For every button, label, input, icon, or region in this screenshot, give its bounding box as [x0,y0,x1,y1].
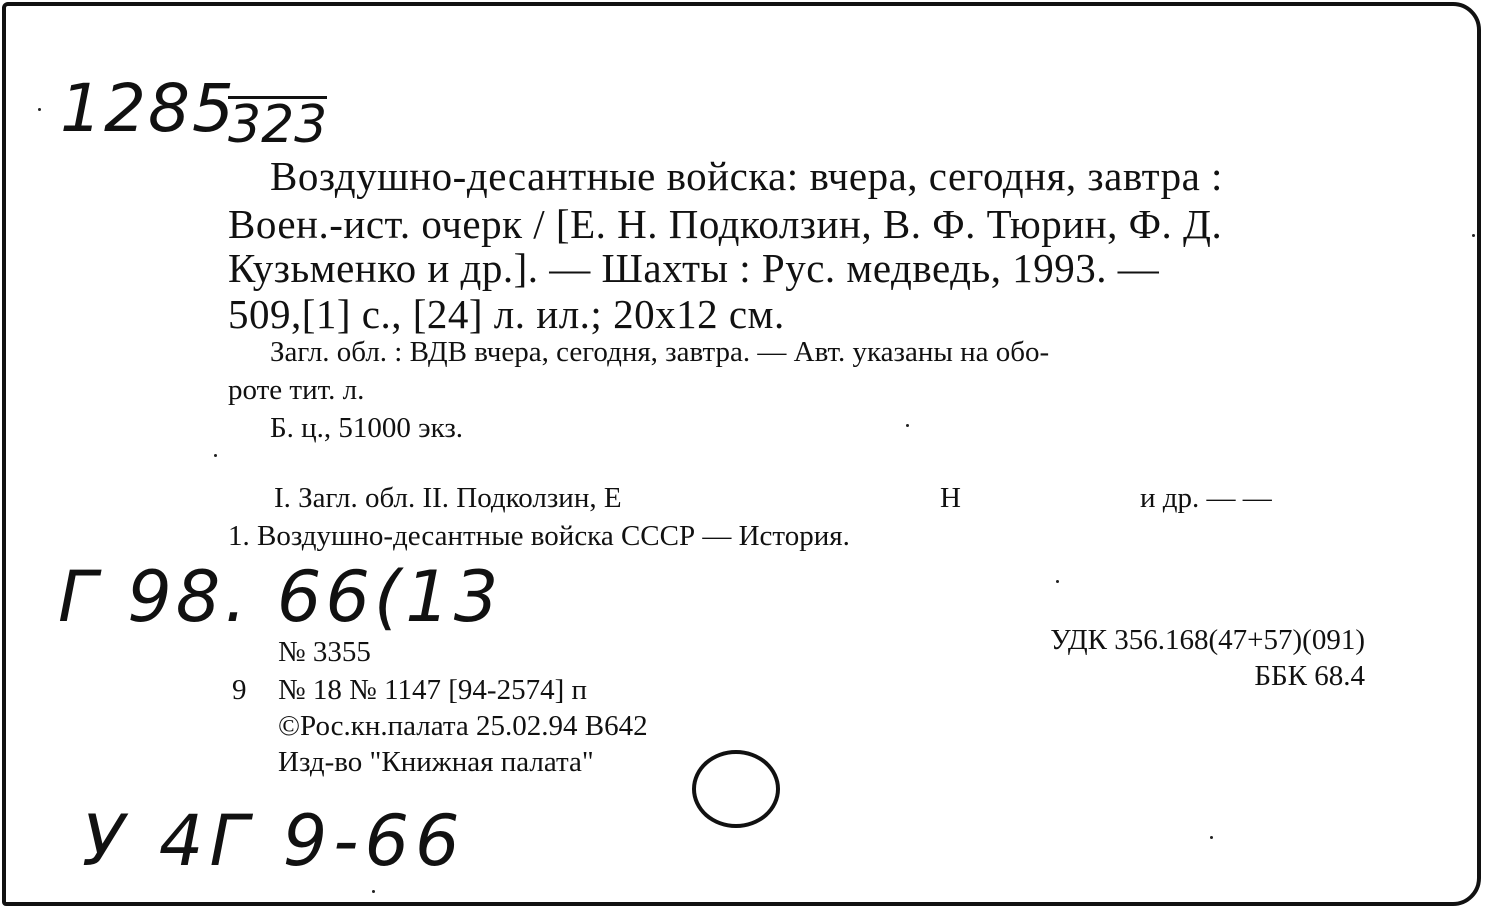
bbk-code: ББК 68.4 [1254,660,1365,692]
speck [1472,234,1475,237]
title-line-1: Воздушно-десантные войска: вчера, сегодня, завтра : [270,153,1223,199]
speck [38,108,41,111]
punch-hole [692,750,780,828]
speck [214,454,217,457]
tracing-line-1-end: и др. — — [1140,482,1272,514]
handwritten-classification: Г 98. 66(13 [58,556,503,638]
price-line: Б. ц., 51000 экз. [270,412,464,444]
speck [906,424,909,427]
tracing-line-2: 1. Воздушно-десантные войска СССР — История. [228,520,850,552]
title-line-4: 509,[1] с., [24] л. ил.; 20х12 см. [228,291,785,337]
record-line: № 18 № 1147 [94-2574] п [278,674,588,706]
tracing-line-1: I. Загл. обл. II. Подколзин, Е [274,482,622,514]
title-line-3: Кузьменко и др.]. — Шахты : Рус. медведь, 1993. — [228,245,1160,291]
record-prefix: 9 [232,674,247,706]
speck [372,890,375,893]
note-line-1: Загл. обл. : ВДВ вчера, сегодня, завтра. — Авт. указаны на обо- [270,336,1050,368]
copyright-line: ©Рос.кн.палата 25.02.94 В642 [278,710,648,742]
handwritten-number [60,70,236,147]
handwritten-number-sub [228,95,328,155]
speck [1056,580,1059,583]
handwritten-shelfmark: У 4Г 9-66 [82,800,466,882]
publisher-line: Изд-во "Книжная палата" [278,746,594,778]
handwritten-number-main: 1285 [60,70,236,147]
speck [1210,836,1213,839]
number-line: № 3355 [278,636,371,668]
handwritten-number-sub-text: 323 [228,95,328,155]
title-line-2: Воен.-ист. очерк / [Е. Н. Подколзин, В. Ф. Тюрин, Ф. Д. [228,201,1223,247]
tracing-line-1-mid: Н [940,482,961,514]
udk-code: УДК 356.168(47+57)(091) [1050,624,1365,656]
note-line-2: роте тит. л. [228,374,365,406]
